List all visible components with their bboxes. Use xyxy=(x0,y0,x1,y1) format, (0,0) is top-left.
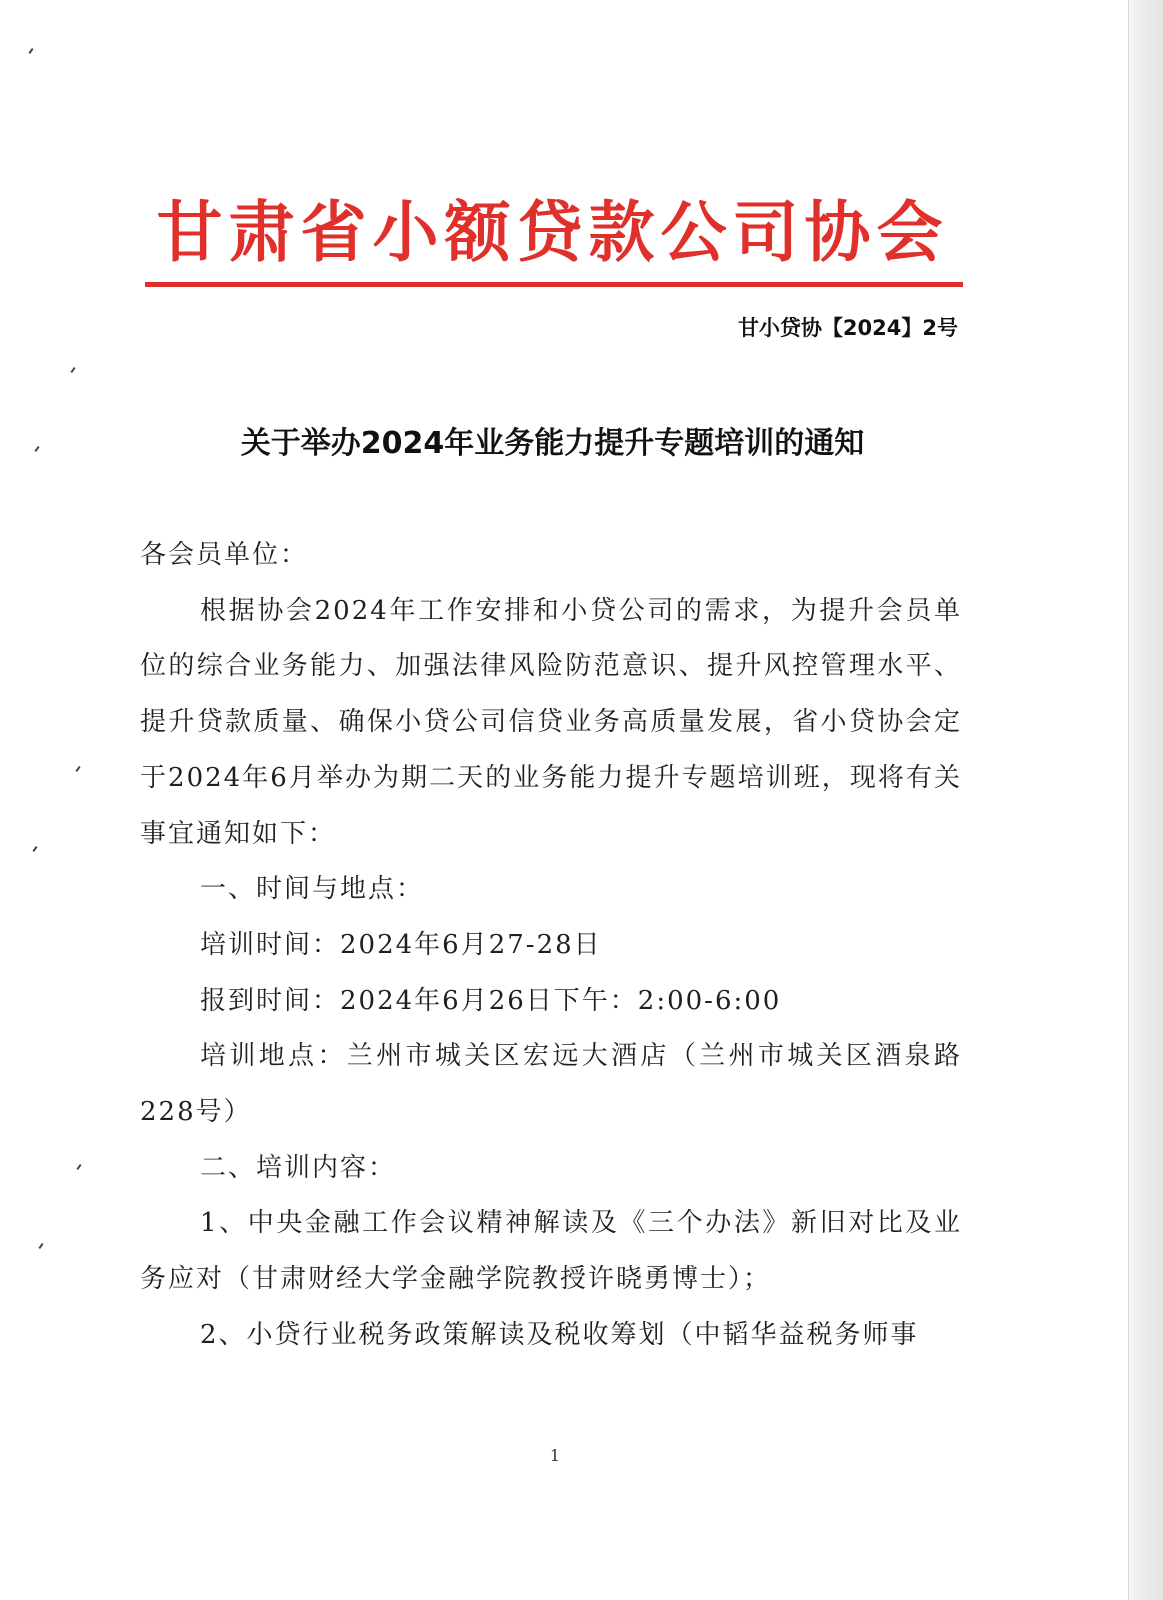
section-heading-content: 二、培训内容： xyxy=(200,1152,397,1183)
scan-speck xyxy=(32,846,37,852)
scanned-page-edge xyxy=(1128,0,1163,1600)
intro-paragraph: 根据协会2024年工作安排和小贷公司的需求，为提升会员单位的综合业务能力、加强法律风险防范意识、提升风控管理水平、提升贷款质量、确保小贷公司信贷业务高质量发展，省小贷协会定于2024年6月举办为期二天的业务能力提升专题培训班，现将有关事宜通知如下： xyxy=(140,595,962,849)
scan-speck xyxy=(28,48,33,54)
document-title: 关于举办2024年业务能力提升专题培训的通知 xyxy=(240,426,865,461)
scan-speck xyxy=(38,1243,43,1249)
scan-speck xyxy=(76,1164,81,1170)
content-item-2: 2、小贷行业税务政策解读及税收筹划（中韬华益税务师事 xyxy=(200,1319,919,1350)
scan-speck xyxy=(70,367,75,373)
document-body xyxy=(140,528,962,1364)
scan-speck xyxy=(34,446,39,452)
masthead-red-rule xyxy=(145,282,963,287)
registration-time: 报到时间：2024年6月26日下午：2:00-6:00 xyxy=(200,985,782,1016)
organization-masthead: 甘肃省小额贷款公司协会 xyxy=(156,193,949,271)
scan-speck xyxy=(75,766,80,772)
training-time: 培训时间：2024年6月27-28日 xyxy=(200,929,602,960)
page-number: 1 xyxy=(549,1446,561,1465)
training-location: 培训地点：兰州市城关区宏远大酒店（兰州市城关区酒泉路228号） xyxy=(140,1041,962,1128)
salutation: 各会员单位： xyxy=(140,540,309,570)
document-number: 甘小贷协【2024】2号 xyxy=(737,316,958,340)
content-item-1: 1、中央金融工作会议精神解读及《三个办法》新旧对比及业务应对（甘肃财经大学金融学院教授许晓勇博士）； xyxy=(140,1208,962,1295)
section-heading-time-location: 一、时间与地点： xyxy=(200,874,425,905)
